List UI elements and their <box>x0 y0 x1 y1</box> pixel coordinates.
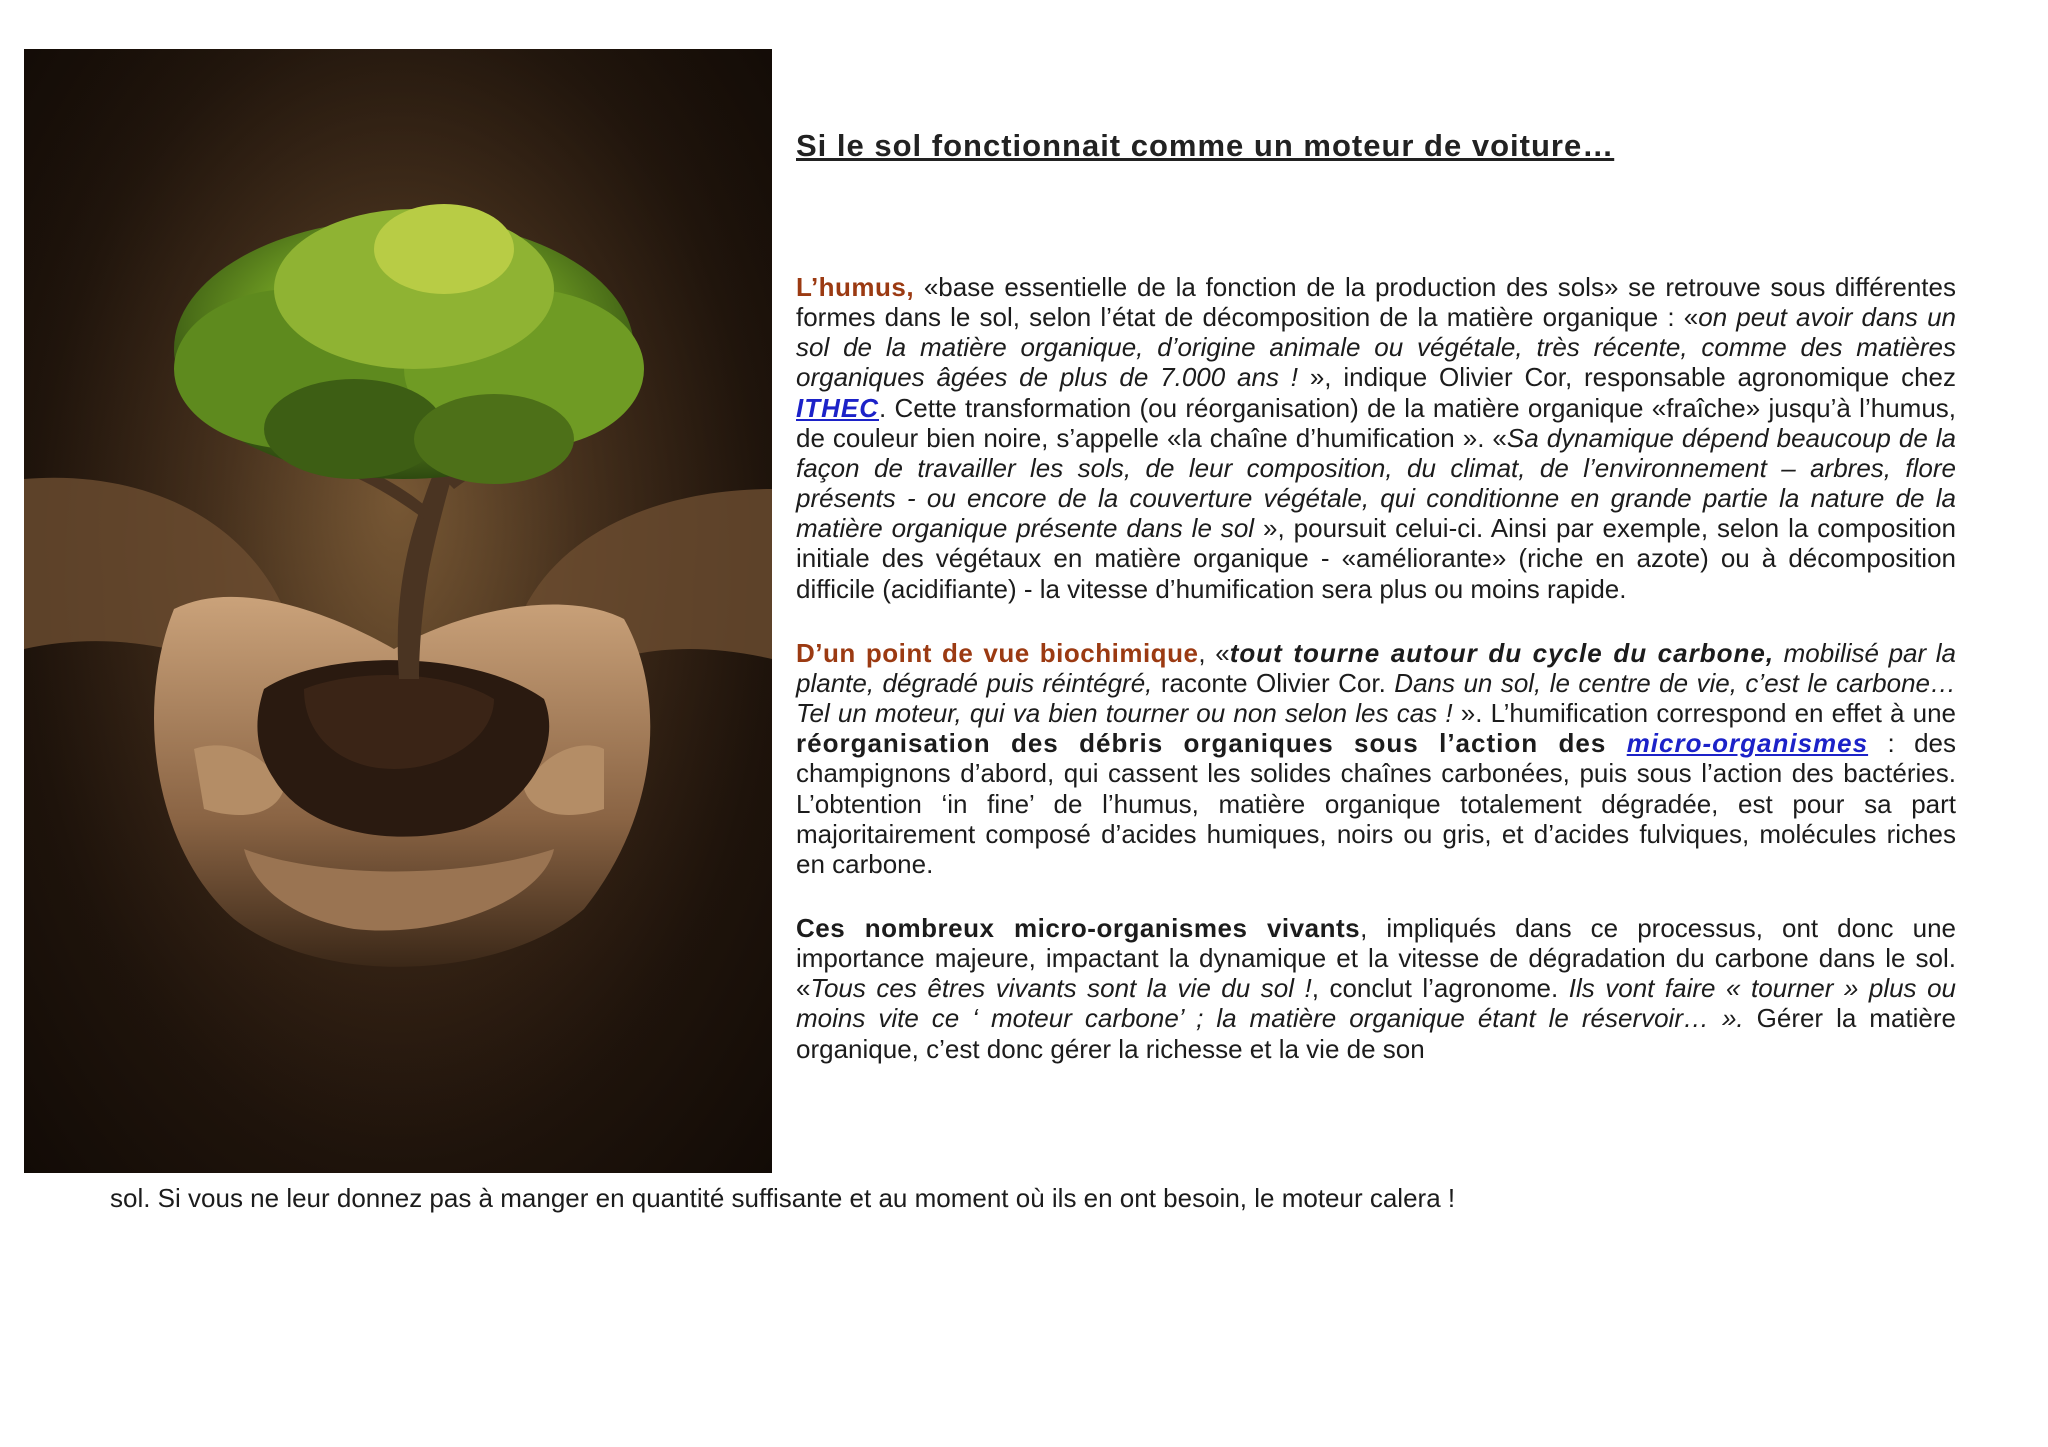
p2-text-3: ». L’humification correspond en effet à une <box>1460 698 1956 729</box>
p1-text-1: «base essentielle de la fonction de la production des sols» se retrouve sous différentes formes dans le sol, selon l’état de décomposition de la matière organique : « <box>796 272 1956 333</box>
lead-biochimique: D’un point de vue biochimique <box>796 637 1199 668</box>
tree-illustration <box>24 49 772 1173</box>
p2-text-4: : des champignons d’abord, qui cassent les solides chaînes carbonées, puis sous l’action des bactéries. L’obtention ‘in fine’ de l’humus, matière organique totalement dégradée, est pour sa part majoritairement composé d’acides humiques, noirs ou gris, et d’acides fulviques, molécules riches en carbone. <box>796 728 1956 879</box>
p3-text-1: , impliqués dans ce processus, ont donc une importance majeure, impactant la dynamique et la vitesse de dégradation du carbone dans le sol. « <box>796 912 1956 1004</box>
p1-quote-1: on peut avoir dans un sol de la matière organique, d’origine animale ou végétale, très récente, comme des matières organiques âgées de plus de 7.000 ans ! <box>796 302 1956 393</box>
p2-bold-italic: tout tourne autour du cycle du carbone, <box>1229 637 1775 668</box>
p2-text-2: raconte Olivier Cor. <box>1152 667 1395 698</box>
p3-quote-1: Tous ces êtres vivants sont la vie du sol ! <box>810 973 1312 1004</box>
hands-holding-tree-image <box>24 49 772 1173</box>
p2-strong: réorganisation des débris organiques sous l’action des <box>796 728 1627 759</box>
p3-quote-2: Ils vont faire « tourner » plus ou moins vite ce ‘ moteur carbone’ ; la matière organique étant le réservoir… ». <box>796 973 1956 1034</box>
micro-organismes-link[interactable]: micro-organismes <box>1626 728 1869 759</box>
paragraph-tail: sol. Si vous ne leur donnez pas à manger en quantité suffisante et au moment où ils en ont besoin, le moteur calera ! <box>110 1183 1456 1213</box>
article-title: Si le sol fonctionnait comme un moteur de voiture… <box>796 128 1615 163</box>
paragraph-micro-organismes <box>796 913 1956 1064</box>
p1-text-4: », poursuit celui-ci. Ainsi par exemple, selon la composition initiale des végétaux en matière organique - «améliorante» (riche en azote) ou à décomposition difficile (acidifiante) - la vitesse d’humification sera plus ou moins rapide. <box>796 513 1956 604</box>
lead-humus: L’humus, <box>796 272 915 302</box>
p1-quote-2: Sa dynamique dépend beaucoup de la façon de travailler les sols, de leur composition, du climat, de l’environnement – arbres, flore présents - ou encore de la couverture végétale, qui conditionne en grande partie la nature de la matière organique présente dans le sol <box>796 422 1957 544</box>
p2-quote-2: Dans un sol, le centre de vie, c’est le carbone…Tel un moteur, qui va bien tourner ou non selon les cas ! <box>796 667 1956 729</box>
paragraph-humus <box>796 272 1956 604</box>
p1-text-3: . Cette transformation (ou réorganisation) de la matière organique «fraîche» jusqu’à l’humus, de couleur bien noire, s’appelle «la chaîne d’humification ». « <box>796 392 1956 453</box>
p1-text-2: », indique Olivier Cor, responsable agronomique chez <box>1298 362 1956 393</box>
lead-micro-organismes: Ces nombreux micro-organismes vivants <box>796 912 1361 943</box>
p3-text-3: Gérer la matière organique, c’est donc gérer la richesse et la vie de son <box>796 1003 1956 1064</box>
p2-text-1: , « <box>1198 637 1230 668</box>
ithec-link[interactable]: ITHEC <box>796 392 879 423</box>
paragraph-biochimique <box>796 638 1956 879</box>
p2-quote-1: mobilisé par la plante, dégradé puis réintégré, <box>796 637 1956 698</box>
p3-text-2: , conclut l’agronome. <box>1311 973 1569 1004</box>
article-body <box>796 128 1956 1064</box>
